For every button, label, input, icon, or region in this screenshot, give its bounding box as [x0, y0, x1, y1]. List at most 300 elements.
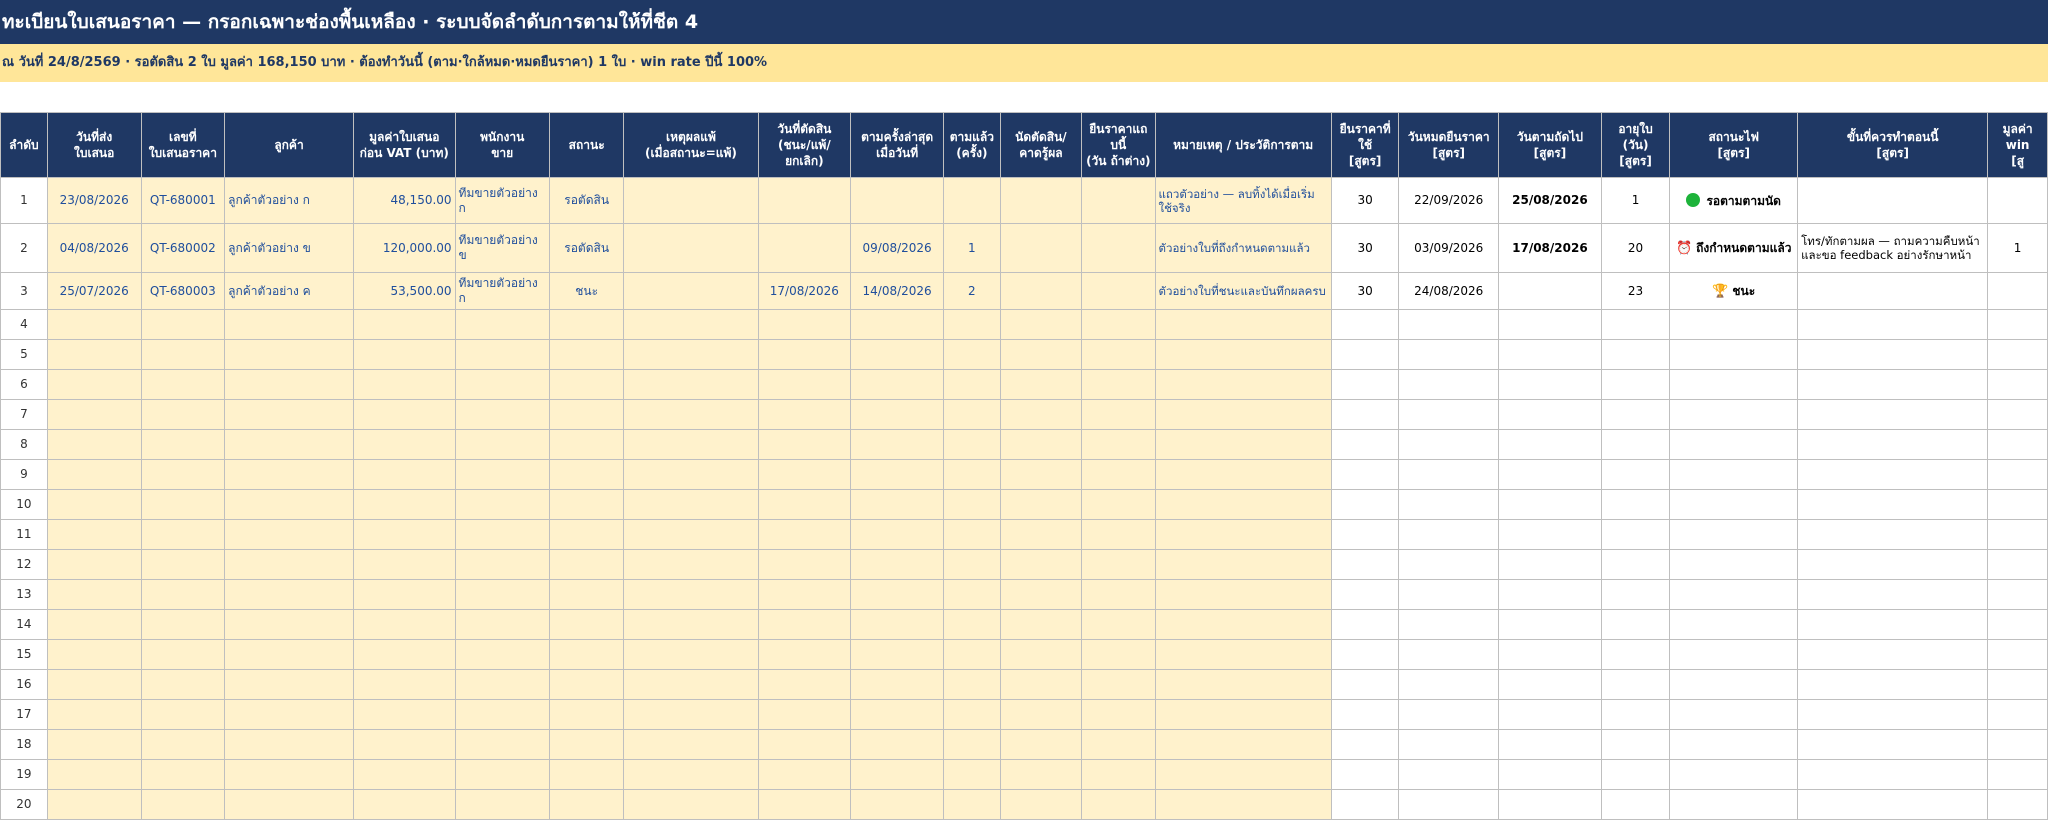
formula-cell[interactable] [1988, 490, 2048, 520]
input-cell[interactable] [225, 490, 354, 520]
input-cell[interactable] [758, 370, 851, 400]
input-cell[interactable] [141, 520, 225, 550]
lose-reason-cell[interactable] [624, 178, 758, 224]
input-cell[interactable] [141, 580, 225, 610]
row-number[interactable]: 2 [1, 224, 48, 273]
input-cell[interactable] [758, 340, 851, 370]
column-header[interactable]: ลูกค้า [225, 113, 354, 178]
formula-cell[interactable] [1988, 580, 2048, 610]
input-cell[interactable] [455, 730, 549, 760]
formula-cell[interactable] [1988, 430, 2048, 460]
status-cell[interactable]: ชนะ [549, 273, 624, 310]
input-cell[interactable] [47, 580, 141, 610]
input-cell[interactable] [1082, 310, 1155, 340]
formula-cell[interactable] [1399, 610, 1499, 640]
input-cell[interactable] [353, 550, 455, 580]
formula-cell[interactable] [1331, 520, 1399, 550]
next-step-cell[interactable]: โทร/ทักตามผล — ถามความคืบหน้าและขอ feedback อย่างรักษาหน้า [1798, 224, 1988, 273]
input-cell[interactable] [851, 430, 944, 460]
formula-cell[interactable] [1499, 700, 1602, 730]
input-cell[interactable] [549, 400, 624, 430]
formula-cell[interactable] [1798, 520, 1988, 550]
formula-cell[interactable] [1399, 730, 1499, 760]
input-cell[interactable] [225, 700, 354, 730]
input-cell[interactable] [944, 460, 1001, 490]
input-cell[interactable] [624, 550, 758, 580]
follow-count-cell[interactable]: 1 [944, 224, 1001, 273]
formula-cell[interactable] [1988, 730, 2048, 760]
input-cell[interactable] [944, 400, 1001, 430]
formula-cell[interactable] [1670, 790, 1798, 820]
formula-cell[interactable] [1670, 430, 1798, 460]
formula-cell[interactable] [1399, 550, 1499, 580]
input-cell[interactable] [944, 700, 1001, 730]
input-cell[interactable] [141, 310, 225, 340]
input-cell[interactable] [47, 400, 141, 430]
input-cell[interactable] [225, 730, 354, 760]
validity-override-cell[interactable] [1082, 224, 1155, 273]
quote-number-cell[interactable]: QT-680003 [141, 273, 225, 310]
formula-cell[interactable] [1399, 670, 1499, 700]
input-cell[interactable] [47, 610, 141, 640]
input-cell[interactable] [624, 340, 758, 370]
input-cell[interactable] [1155, 490, 1331, 520]
input-cell[interactable] [1082, 370, 1155, 400]
input-cell[interactable] [1082, 610, 1155, 640]
input-cell[interactable] [758, 580, 851, 610]
input-cell[interactable] [353, 520, 455, 550]
input-cell[interactable] [225, 550, 354, 580]
column-header[interactable]: เหตุผลแพ้ (เมื่อสถานะ=แพ้) [624, 113, 758, 178]
input-cell[interactable] [758, 400, 851, 430]
input-cell[interactable] [1082, 340, 1155, 370]
customer-cell[interactable]: ลูกค้าตัวอย่าง ก [225, 178, 354, 224]
formula-cell[interactable] [1499, 730, 1602, 760]
input-cell[interactable] [225, 340, 354, 370]
formula-cell[interactable] [1988, 640, 2048, 670]
status-cell[interactable]: รอตัดสิน [549, 224, 624, 273]
formula-cell[interactable] [1798, 640, 1988, 670]
input-cell[interactable] [141, 550, 225, 580]
input-cell[interactable] [944, 760, 1001, 790]
input-cell[interactable] [353, 790, 455, 820]
input-cell[interactable] [141, 640, 225, 670]
column-header[interactable]: เลขที่ ใบเสนอราคา [141, 113, 225, 178]
input-cell[interactable] [944, 670, 1001, 700]
input-cell[interactable] [758, 460, 851, 490]
input-cell[interactable] [455, 550, 549, 580]
formula-cell[interactable] [1601, 370, 1670, 400]
salesperson-cell[interactable]: ทีมขายตัวอย่าง ก [455, 178, 549, 224]
input-cell[interactable] [549, 790, 624, 820]
input-cell[interactable] [549, 550, 624, 580]
input-cell[interactable] [141, 670, 225, 700]
row-number[interactable]: 16 [1, 670, 48, 700]
sent-date-cell[interactable]: 23/08/2026 [47, 178, 141, 224]
input-cell[interactable] [141, 400, 225, 430]
salesperson-cell[interactable]: ทีมขายตัวอย่าง ข [455, 224, 549, 273]
row-number[interactable]: 1 [1, 178, 48, 224]
formula-cell[interactable] [1601, 700, 1670, 730]
input-cell[interactable] [549, 610, 624, 640]
row-number[interactable]: 11 [1, 520, 48, 550]
input-cell[interactable] [851, 340, 944, 370]
status-cell[interactable]: รอตัดสิน [549, 178, 624, 224]
input-cell[interactable] [624, 730, 758, 760]
input-cell[interactable] [225, 610, 354, 640]
input-cell[interactable] [225, 460, 354, 490]
input-cell[interactable] [141, 730, 225, 760]
input-cell[interactable] [1155, 460, 1331, 490]
formula-cell[interactable] [1988, 610, 2048, 640]
validity-cell[interactable]: 30 [1331, 224, 1399, 273]
input-cell[interactable] [549, 430, 624, 460]
next-follow-cell[interactable]: 17/08/2026 [1499, 224, 1602, 273]
input-cell[interactable] [851, 580, 944, 610]
input-cell[interactable] [455, 430, 549, 460]
input-cell[interactable] [758, 670, 851, 700]
appointment-cell[interactable] [1000, 224, 1081, 273]
quote-value-cell[interactable]: 120,000.00 [353, 224, 455, 273]
input-cell[interactable] [1000, 670, 1081, 700]
input-cell[interactable] [549, 640, 624, 670]
row-number[interactable]: 20 [1, 790, 48, 820]
row-number[interactable]: 10 [1, 490, 48, 520]
formula-cell[interactable] [1399, 460, 1499, 490]
input-cell[interactable] [1082, 550, 1155, 580]
formula-cell[interactable] [1670, 550, 1798, 580]
input-cell[interactable] [353, 460, 455, 490]
input-cell[interactable] [225, 580, 354, 610]
input-cell[interactable] [1155, 340, 1331, 370]
formula-cell[interactable] [1499, 670, 1602, 700]
formula-cell[interactable] [1798, 790, 1988, 820]
input-cell[interactable] [1155, 370, 1331, 400]
input-cell[interactable] [549, 520, 624, 550]
input-cell[interactable] [455, 370, 549, 400]
input-cell[interactable] [624, 670, 758, 700]
input-cell[interactable] [1082, 520, 1155, 550]
formula-cell[interactable] [1399, 580, 1499, 610]
input-cell[interactable] [624, 520, 758, 550]
note-cell[interactable]: ตัวอย่างใบที่ชนะและบันทึกผลครบ [1155, 273, 1331, 310]
input-cell[interactable] [624, 760, 758, 790]
formula-cell[interactable] [1399, 430, 1499, 460]
input-cell[interactable] [47, 460, 141, 490]
decided-date-cell[interactable] [758, 178, 851, 224]
column-header[interactable]: วันที่ตัดสิน (ชนะ/แพ้/ ยกเลิก) [758, 113, 851, 178]
formula-cell[interactable] [1601, 310, 1670, 340]
formula-cell[interactable] [1499, 490, 1602, 520]
column-header[interactable]: ตามแล้ว (ครั้ง) [944, 113, 1001, 178]
input-cell[interactable] [851, 700, 944, 730]
row-number[interactable]: 13 [1, 580, 48, 610]
input-cell[interactable] [353, 490, 455, 520]
input-cell[interactable] [1155, 580, 1331, 610]
input-cell[interactable] [1082, 790, 1155, 820]
row-number[interactable]: 8 [1, 430, 48, 460]
formula-cell[interactable] [1399, 490, 1499, 520]
formula-cell[interactable] [1399, 520, 1499, 550]
appointment-cell[interactable] [1000, 178, 1081, 224]
input-cell[interactable] [455, 520, 549, 550]
input-cell[interactable] [47, 430, 141, 460]
input-cell[interactable] [758, 760, 851, 790]
input-cell[interactable] [851, 670, 944, 700]
input-cell[interactable] [1155, 550, 1331, 580]
input-cell[interactable] [944, 550, 1001, 580]
row-number[interactable]: 4 [1, 310, 48, 340]
formula-cell[interactable] [1499, 790, 1602, 820]
formula-cell[interactable] [1798, 580, 1988, 610]
age-cell[interactable]: 23 [1601, 273, 1670, 310]
formula-cell[interactable] [1399, 760, 1499, 790]
input-cell[interactable] [1082, 640, 1155, 670]
input-cell[interactable] [47, 790, 141, 820]
input-cell[interactable] [141, 370, 225, 400]
formula-cell[interactable] [1499, 610, 1602, 640]
input-cell[interactable] [851, 520, 944, 550]
row-number[interactable]: 19 [1, 760, 48, 790]
input-cell[interactable] [549, 760, 624, 790]
input-cell[interactable] [851, 400, 944, 430]
input-cell[interactable] [455, 760, 549, 790]
formula-cell[interactable] [1331, 760, 1399, 790]
column-header[interactable]: ลำดับ [1, 113, 48, 178]
expire-date-cell[interactable]: 24/08/2026 [1399, 273, 1499, 310]
note-cell[interactable]: ตัวอย่างใบที่ถึงกำหนดตามแล้ว [1155, 224, 1331, 273]
row-number[interactable]: 18 [1, 730, 48, 760]
input-cell[interactable] [47, 670, 141, 700]
formula-cell[interactable] [1988, 400, 2048, 430]
input-cell[interactable] [225, 430, 354, 460]
input-cell[interactable] [851, 490, 944, 520]
input-cell[interactable] [758, 640, 851, 670]
column-header[interactable]: มูลค่า win [สู [1988, 113, 2048, 178]
formula-cell[interactable] [1798, 400, 1988, 430]
formula-cell[interactable] [1499, 430, 1602, 460]
input-cell[interactable] [353, 430, 455, 460]
input-cell[interactable] [1000, 580, 1081, 610]
input-cell[interactable] [353, 610, 455, 640]
input-cell[interactable] [1000, 760, 1081, 790]
input-cell[interactable] [141, 760, 225, 790]
customer-cell[interactable]: ลูกค้าตัวอย่าง ค [225, 273, 354, 310]
input-cell[interactable] [851, 460, 944, 490]
formula-cell[interactable] [1499, 550, 1602, 580]
formula-cell[interactable] [1988, 370, 2048, 400]
input-cell[interactable] [549, 580, 624, 610]
formula-cell[interactable] [1988, 760, 2048, 790]
validity-cell[interactable]: 30 [1331, 178, 1399, 224]
input-cell[interactable] [353, 670, 455, 700]
formula-cell[interactable] [1670, 640, 1798, 670]
input-cell[interactable] [47, 760, 141, 790]
input-cell[interactable] [225, 400, 354, 430]
input-cell[interactable] [944, 640, 1001, 670]
column-header[interactable]: ยืนราคาแถ บนี้ (วัน ถ้าต่าง) [1082, 113, 1155, 178]
formula-cell[interactable] [1331, 460, 1399, 490]
input-cell[interactable] [624, 640, 758, 670]
input-cell[interactable] [944, 730, 1001, 760]
input-cell[interactable] [225, 640, 354, 670]
formula-cell[interactable] [1670, 610, 1798, 640]
formula-cell[interactable] [1399, 340, 1499, 370]
formula-cell[interactable] [1331, 550, 1399, 580]
status-light-cell[interactable] [1670, 178, 1798, 224]
input-cell[interactable] [455, 700, 549, 730]
status-light-cell[interactable] [1670, 273, 1798, 310]
formula-cell[interactable] [1399, 370, 1499, 400]
formula-cell[interactable] [1670, 760, 1798, 790]
input-cell[interactable] [944, 580, 1001, 610]
formula-cell[interactable] [1499, 460, 1602, 490]
input-cell[interactable] [1000, 700, 1081, 730]
formula-cell[interactable] [1331, 730, 1399, 760]
row-number[interactable]: 12 [1, 550, 48, 580]
input-cell[interactable] [455, 340, 549, 370]
input-cell[interactable] [455, 490, 549, 520]
formula-cell[interactable] [1399, 700, 1499, 730]
formula-cell[interactable] [1499, 370, 1602, 400]
input-cell[interactable] [353, 760, 455, 790]
input-cell[interactable] [851, 610, 944, 640]
formula-cell[interactable] [1601, 520, 1670, 550]
formula-cell[interactable] [1988, 700, 2048, 730]
input-cell[interactable] [141, 610, 225, 640]
formula-cell[interactable] [1988, 670, 2048, 700]
salesperson-cell[interactable]: ทีมขายตัวอย่าง ก [455, 273, 549, 310]
input-cell[interactable] [549, 370, 624, 400]
validity-override-cell[interactable] [1082, 178, 1155, 224]
input-cell[interactable] [1000, 400, 1081, 430]
formula-cell[interactable] [1499, 310, 1602, 340]
last-follow-cell[interactable] [851, 178, 944, 224]
sent-date-cell[interactable]: 04/08/2026 [47, 224, 141, 273]
input-cell[interactable] [225, 790, 354, 820]
win-value-cell[interactable]: 1 [1988, 224, 2048, 273]
input-cell[interactable] [353, 400, 455, 430]
input-cell[interactable] [47, 640, 141, 670]
formula-cell[interactable] [1331, 430, 1399, 460]
age-cell[interactable]: 1 [1601, 178, 1670, 224]
column-header[interactable]: ขั้นที่ควรทำตอนนี้ [สูตร] [1798, 113, 1988, 178]
formula-cell[interactable] [1670, 370, 1798, 400]
formula-cell[interactable] [1499, 340, 1602, 370]
input-cell[interactable] [1155, 430, 1331, 460]
input-cell[interactable] [455, 610, 549, 640]
quote-number-cell[interactable]: QT-680002 [141, 224, 225, 273]
formula-cell[interactable] [1601, 460, 1670, 490]
input-cell[interactable] [944, 790, 1001, 820]
formula-cell[interactable] [1798, 730, 1988, 760]
input-cell[interactable] [1000, 550, 1081, 580]
formula-cell[interactable] [1399, 400, 1499, 430]
next-follow-cell[interactable] [1499, 273, 1602, 310]
input-cell[interactable] [944, 490, 1001, 520]
input-cell[interactable] [141, 460, 225, 490]
formula-cell[interactable] [1798, 700, 1988, 730]
input-cell[interactable] [624, 790, 758, 820]
formula-cell[interactable] [1670, 700, 1798, 730]
formula-cell[interactable] [1798, 760, 1988, 790]
input-cell[interactable] [851, 790, 944, 820]
formula-cell[interactable] [1601, 430, 1670, 460]
formula-cell[interactable] [1399, 640, 1499, 670]
input-cell[interactable] [1000, 490, 1081, 520]
input-cell[interactable] [353, 580, 455, 610]
input-cell[interactable] [549, 340, 624, 370]
input-cell[interactable] [47, 340, 141, 370]
input-cell[interactable] [944, 610, 1001, 640]
column-header[interactable]: สถานะไฟ [สูตร] [1670, 113, 1798, 178]
decided-date-cell[interactable]: 17/08/2026 [758, 273, 851, 310]
column-header[interactable]: ยืนราคาที่ ใช้ [สูตร] [1331, 113, 1399, 178]
input-cell[interactable] [1155, 700, 1331, 730]
formula-cell[interactable] [1331, 640, 1399, 670]
input-cell[interactable] [225, 760, 354, 790]
formula-cell[interactable] [1601, 610, 1670, 640]
input-cell[interactable] [1000, 790, 1081, 820]
column-header[interactable]: วันหมดยืนราคา [สูตร] [1399, 113, 1499, 178]
formula-cell[interactable] [1331, 610, 1399, 640]
input-cell[interactable] [225, 670, 354, 700]
formula-cell[interactable] [1670, 400, 1798, 430]
formula-cell[interactable] [1331, 310, 1399, 340]
input-cell[interactable] [944, 310, 1001, 340]
input-cell[interactable] [549, 730, 624, 760]
input-cell[interactable] [944, 520, 1001, 550]
quote-value-cell[interactable]: 53,500.00 [353, 273, 455, 310]
expire-date-cell[interactable]: 22/09/2026 [1399, 178, 1499, 224]
formula-cell[interactable] [1798, 610, 1988, 640]
input-cell[interactable] [47, 520, 141, 550]
input-cell[interactable] [758, 520, 851, 550]
column-header[interactable]: วันตามถัดไป [สูตร] [1499, 113, 1602, 178]
formula-cell[interactable] [1670, 670, 1798, 700]
input-cell[interactable] [141, 490, 225, 520]
input-cell[interactable] [455, 460, 549, 490]
quote-number-cell[interactable]: QT-680001 [141, 178, 225, 224]
formula-cell[interactable] [1601, 580, 1670, 610]
input-cell[interactable] [1082, 490, 1155, 520]
input-cell[interactable] [455, 400, 549, 430]
formula-cell[interactable] [1601, 490, 1670, 520]
formula-cell[interactable] [1399, 310, 1499, 340]
formula-cell[interactable] [1670, 490, 1798, 520]
input-cell[interactable] [758, 700, 851, 730]
formula-cell[interactable] [1601, 730, 1670, 760]
row-number[interactable]: 17 [1, 700, 48, 730]
formula-cell[interactable] [1499, 640, 1602, 670]
quote-value-cell[interactable]: 48,150.00 [353, 178, 455, 224]
formula-cell[interactable] [1331, 370, 1399, 400]
formula-cell[interactable] [1798, 430, 1988, 460]
input-cell[interactable] [624, 460, 758, 490]
row-number[interactable]: 5 [1, 340, 48, 370]
win-value-cell[interactable] [1988, 273, 2048, 310]
input-cell[interactable] [1082, 670, 1155, 700]
input-cell[interactable] [549, 460, 624, 490]
input-cell[interactable] [1155, 760, 1331, 790]
input-cell[interactable] [624, 430, 758, 460]
expire-date-cell[interactable]: 03/09/2026 [1399, 224, 1499, 273]
input-cell[interactable] [758, 610, 851, 640]
follow-count-cell[interactable]: 2 [944, 273, 1001, 310]
input-cell[interactable] [47, 730, 141, 760]
input-cell[interactable] [1000, 730, 1081, 760]
input-cell[interactable] [225, 370, 354, 400]
